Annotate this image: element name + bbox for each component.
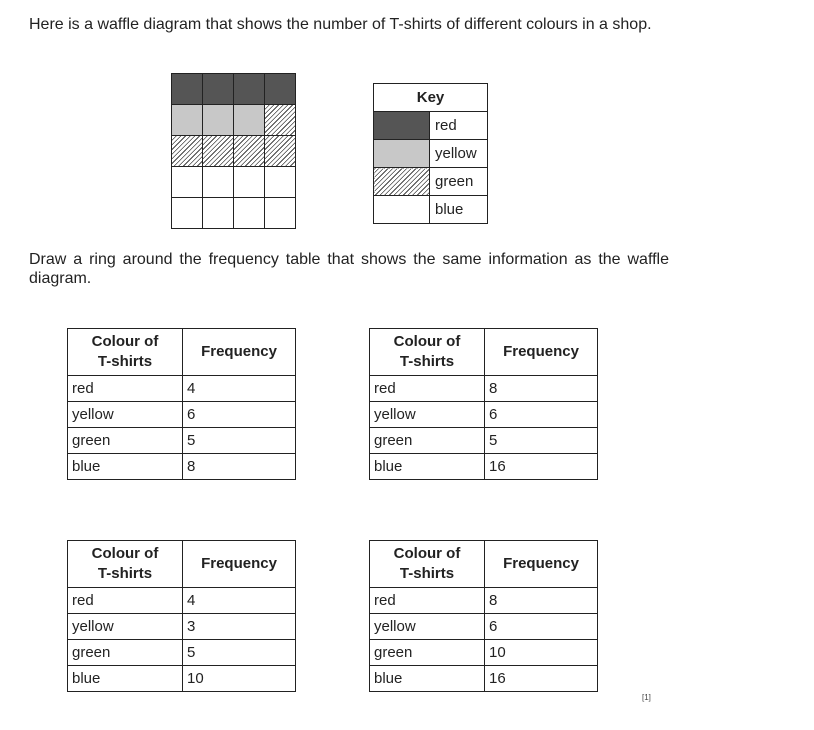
frequency-cell: 6 [485, 402, 598, 428]
key-label-yellow: yellow [430, 140, 488, 168]
key-row-yellow [374, 140, 488, 168]
table-row [370, 614, 598, 640]
red-swatch [374, 112, 430, 140]
header-colour: Colour of T-shirts [370, 541, 485, 588]
colour-cell: green [370, 428, 485, 454]
colour-cell: red [370, 588, 485, 614]
waffle-cell-red [234, 74, 265, 105]
table-row [370, 640, 598, 666]
table-row [68, 402, 296, 428]
frequency-table-b[interactable] [369, 328, 598, 480]
frequency-cell: 6 [183, 402, 296, 428]
yellow-swatch [374, 140, 430, 168]
colour-cell: yellow [68, 402, 183, 428]
frequency-cell: 4 [183, 376, 296, 402]
frequency-cell: 4 [183, 588, 296, 614]
waffle-cell-yellow [203, 105, 234, 136]
colour-cell: yellow [370, 402, 485, 428]
table-row [68, 454, 296, 480]
key-label-red: red [430, 112, 488, 140]
table-row [370, 588, 598, 614]
header-frequency: Frequency [485, 329, 598, 376]
waffle-cell-yellow [234, 105, 265, 136]
key-label-blue: blue [430, 196, 488, 224]
table-row [68, 640, 296, 666]
frequency-cell: 5 [183, 428, 296, 454]
waffle-diagram [171, 73, 296, 229]
header-colour: Colour of T-shirts [370, 329, 485, 376]
key-label-green: green [430, 168, 488, 196]
waffle-cell-blue [172, 198, 203, 229]
waffle-cell-green [172, 136, 203, 167]
colour-cell: green [68, 428, 183, 454]
waffle-cell-yellow [172, 105, 203, 136]
header-frequency: Frequency [485, 541, 598, 588]
key-title: Key [374, 84, 488, 112]
green-hatched-swatch [374, 168, 430, 196]
waffle-cell-green [265, 136, 296, 167]
waffle-cell-green [265, 105, 296, 136]
waffle-cell-green [203, 136, 234, 167]
waffle-cell-red [265, 74, 296, 105]
waffle-cell-blue [172, 167, 203, 198]
frequency-cell: 8 [485, 588, 598, 614]
frequency-table-d[interactable] [369, 540, 598, 692]
table-row [370, 376, 598, 402]
table-row [68, 614, 296, 640]
frequency-cell: 6 [485, 614, 598, 640]
colour-cell: blue [370, 454, 485, 480]
waffle-cell-blue [234, 198, 265, 229]
frequency-cell: 8 [183, 454, 296, 480]
table-row [68, 588, 296, 614]
colour-cell: green [68, 640, 183, 666]
waffle-cell-blue [265, 167, 296, 198]
header-frequency: Frequency [183, 541, 296, 588]
table-row [68, 428, 296, 454]
header-colour: Colour of T-shirts [68, 329, 183, 376]
frequency-cell: 16 [485, 666, 598, 692]
table-row [370, 666, 598, 692]
key-row-green [374, 168, 488, 196]
colour-cell: red [370, 376, 485, 402]
instruction-text: Draw a ring around the frequency table that shows the same information as the waffle diagram. [29, 251, 669, 287]
waffle-cell-red [203, 74, 234, 105]
frequency-cell: 10 [183, 666, 296, 692]
frequency-cell: 8 [485, 376, 598, 402]
frequency-table-a[interactable] [67, 328, 296, 480]
table-row [370, 428, 598, 454]
colour-cell: blue [68, 666, 183, 692]
colour-cell: red [68, 376, 183, 402]
waffle-cell-blue [203, 167, 234, 198]
waffle-cell-blue [203, 198, 234, 229]
frequency-cell: 10 [485, 640, 598, 666]
table-row [68, 666, 296, 692]
frequency-cell: 16 [485, 454, 598, 480]
frequency-cell: 3 [183, 614, 296, 640]
table-row [370, 454, 598, 480]
waffle-cell-blue [234, 167, 265, 198]
header-colour: Colour of T-shirts [68, 541, 183, 588]
colour-cell: red [68, 588, 183, 614]
waffle-cell-blue [265, 198, 296, 229]
colour-cell: yellow [68, 614, 183, 640]
key-row-blue [374, 196, 488, 224]
header-frequency: Frequency [183, 329, 296, 376]
table-row [370, 402, 598, 428]
frequency-cell: 5 [183, 640, 296, 666]
key-table [373, 83, 488, 224]
colour-cell: blue [68, 454, 183, 480]
waffle-cell-green [234, 136, 265, 167]
blue-swatch [374, 196, 430, 224]
frequency-table-c[interactable] [67, 540, 296, 692]
table-row [68, 376, 296, 402]
colour-cell: blue [370, 666, 485, 692]
intro-text: Here is a waffle diagram that shows the number of T-shirts of different colours in a shop. [29, 16, 652, 33]
colour-cell: green [370, 640, 485, 666]
colour-cell: yellow [370, 614, 485, 640]
key-row-red [374, 112, 488, 140]
frequency-cell: 5 [485, 428, 598, 454]
waffle-cell-red [172, 74, 203, 105]
marks-label: [1] [642, 693, 651, 702]
